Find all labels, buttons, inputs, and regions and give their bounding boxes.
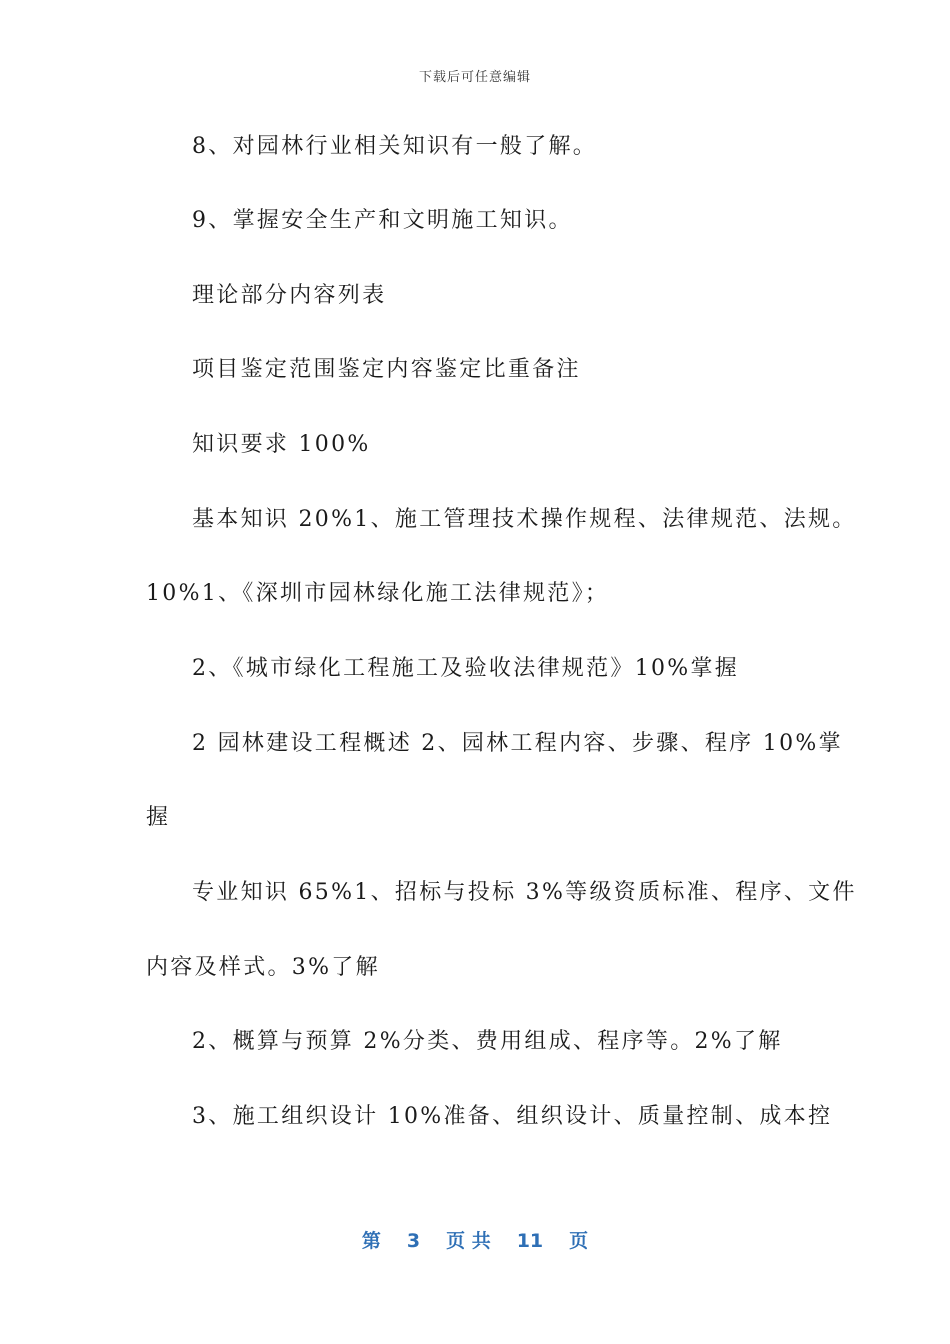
footer-middle: 页 共 [446, 1230, 491, 1252]
paragraph-line: 项目鉴定范围鉴定内容鉴定比重备注 [192, 357, 581, 382]
paragraph-line: 2、《城市绿化工程施工及验收法律规范》10%掌握 [192, 656, 740, 681]
paragraph-line: 专业知识 65%1、招标与投标 3%等级资质标准、程序、文件 [192, 880, 857, 905]
paragraph-line: 理论部分内容列表 [192, 283, 387, 308]
paragraph-line: 内容及样式。3%了解 [146, 955, 380, 980]
header-note: 下载后可任意编辑 [418, 70, 531, 85]
paragraph-line: 10%1、《深圳市园林绿化施工法律规范》； [146, 581, 610, 606]
paragraph-line: 基本知识 20%1、施工管理技术操作规程、法律规范、法规。 [192, 507, 857, 532]
paragraph-line: 2、概算与预算 2%分类、费用组成、程序等。2%了解 [192, 1029, 783, 1054]
page-footer [0, 1226, 950, 1253]
paragraph-line: 9、掌握安全生产和文明施工知识。 [192, 208, 573, 233]
paragraph-line: 知识要求 100% [192, 432, 371, 457]
paragraph-line: 8、对园林行业相关知识有一般了解。 [192, 134, 598, 159]
paragraph-line: 握 [146, 805, 171, 830]
footer-suffix: 页 [569, 1230, 589, 1252]
footer-prefix: 第 [361, 1230, 381, 1252]
footer-total-pages: 11 [516, 1230, 544, 1252]
paragraph-line: 3、施工组织设计 10%准备、组织设计、质量控制、成本控 [192, 1104, 833, 1129]
footer-current-page: 3 [406, 1230, 421, 1252]
paragraph-line: 2 园林建设工程概述 2、园林工程内容、步骤、程序 10%掌 [192, 731, 843, 756]
